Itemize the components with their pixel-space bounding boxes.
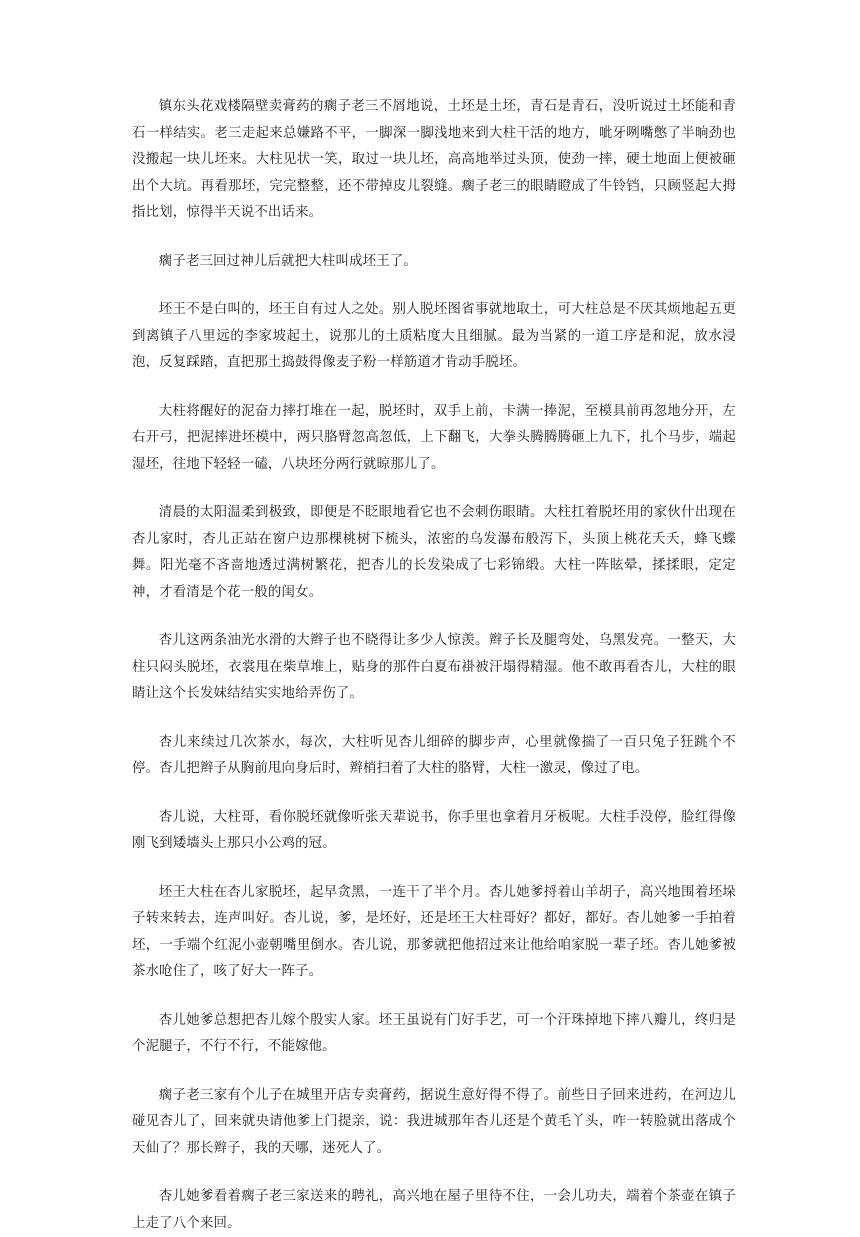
paragraph: 杏儿她爹总想把杏儿嫁个殷实人家。坯王虽说有门好手艺，可一个汗珠掉地下摔八瓣儿，终归是个泥腿子，不行不行，不能嫁他。	[132, 1012, 736, 1054]
paragraph: 瘸子老三回过神儿后就把大柱叫成坯王了。	[158, 253, 418, 269]
paragraph: 杏儿她爹看着瘸子老三家送来的聘礼，高兴地在屋子里待不住，一会儿功夫，端着个茶壶在镇子上走了八个来回。	[132, 1189, 736, 1231]
paragraph: 镇东头花戏楼隔壁卖膏药的瘸子老三不屑地说，土坯是土坯，青石是青石，没听说过土坯能和青石一样结实。老三走起来总嫌路不平，一脚深一脚浅地来到大柱干活的地方，呲牙咧嘴憋了半晌劲也没搬起一块儿坯来。大柱见状一笑，取过一块儿坯，高高地举过头顶，使劲一摔，硬土地面上便被砸出个大坑。再看那坯，完完整整，还不带掉皮儿裂缝。瘸子老三的眼睛瞪成了牛铃铛，只顾竖起大拇指比划，惊得半天说不出话来。	[132, 99, 736, 220]
paragraph: 瘸子老三家有个儿子在城里开店专卖膏药，据说生意好得不得了。前些日子回来进药，在河边儿碰见杏儿了，回来就央请他爹上门提亲，说：我进城那年杏儿还是个黄毛丫头，咋一转脸就出落成个天仙了？那长辫子，我的天哪，迷死人了。	[132, 1087, 736, 1156]
paragraph: 大柱将醒好的泥奋力摔打堆在一起，脱坯时，双手上前，卡满一捧泥，至模具前再忽地分开，左右开弓，把泥摔进坯模中，两只胳臂忽高忽低，上下翻飞，大拳头腾腾腾砸上九下，扎个马步，端起湿坯，往地下轻轻一磕，八块坯分两行就晾那儿了。	[132, 403, 736, 472]
paragraph: 杏儿这两条油光水滑的大辫子也不晓得让多少人惊羡。辫子长及腿弯处，乌黑发亮。一整天，大柱只闷头脱坯，衣裳甩在柴草堆上，贴身的那件白夏布褂被汗塌得精湿。他不敢再看杏儿，大柱的眼睛让这个长发妹结结实实地给弄伤了。	[132, 633, 736, 701]
paragraph: 清晨的太阳温柔到极致，即便是不眨眼地看它也不会刺伤眼睛。大柱扛着脱坯用的家伙什出现在杏儿家时，杏儿正站在窗户边那棵桃树下梳头，浓密的乌发瀑布般泻下，头顶上桃花夭夭，蜂飞蝶舞。阳光毫不吝啬地透过满树繁花，把杏儿的长发染成了七彩锦缎。大柱一阵眩晕，揉揉眼，定定神，才看清是个花一般的闺女。	[132, 505, 736, 600]
paragraph: 坯王大柱在杏儿家脱坯，起早贪黑，一连干了半个月。杏儿她爹捋着山羊胡子，高兴地围着坯垛子转来转去，连声叫好。杏儿说，爹，是坯好，还是坯王大柱哥好？都好，都好。杏儿她爹一手拍着坯，一手端个红泥小壶朝嘴里倒水。杏儿说，那爹就把他招过来让他给咱家脱一辈子坯。杏儿她爹被茶水呛住了，咳了好大一阵子。	[132, 884, 736, 979]
paragraph: 坯王不是白叫的，坯王自有过人之处。别人脱坯图省事就地取土，可大柱总是不厌其烦地起五更到离镇子八里远的李家坡起土，说那儿的土质粘度大且细腻。最为当紧的一道工序是和泥，放水浸泡，反复踩踏，直把那土捣鼓得像麦子粉一样筋道才肯动手脱坯。	[132, 302, 736, 370]
paragraph: 杏儿说，大柱哥，看你脱坯就像听张天辈说书，你手里也拿着月牙板呢。大柱手没停，脸红得像刚飞到矮墙头上那只小公鸡的冠。	[132, 809, 736, 851]
paragraph: 杏儿来续过几次茶水，每次，大柱听见杏儿细碎的脚步声，心里就像揣了一百只兔子狂跳个不停。杏儿把辫子从胸前甩向身后时，辫梢扫着了大柱的胳臂，大柱一激灵，像过了电。	[132, 734, 736, 776]
